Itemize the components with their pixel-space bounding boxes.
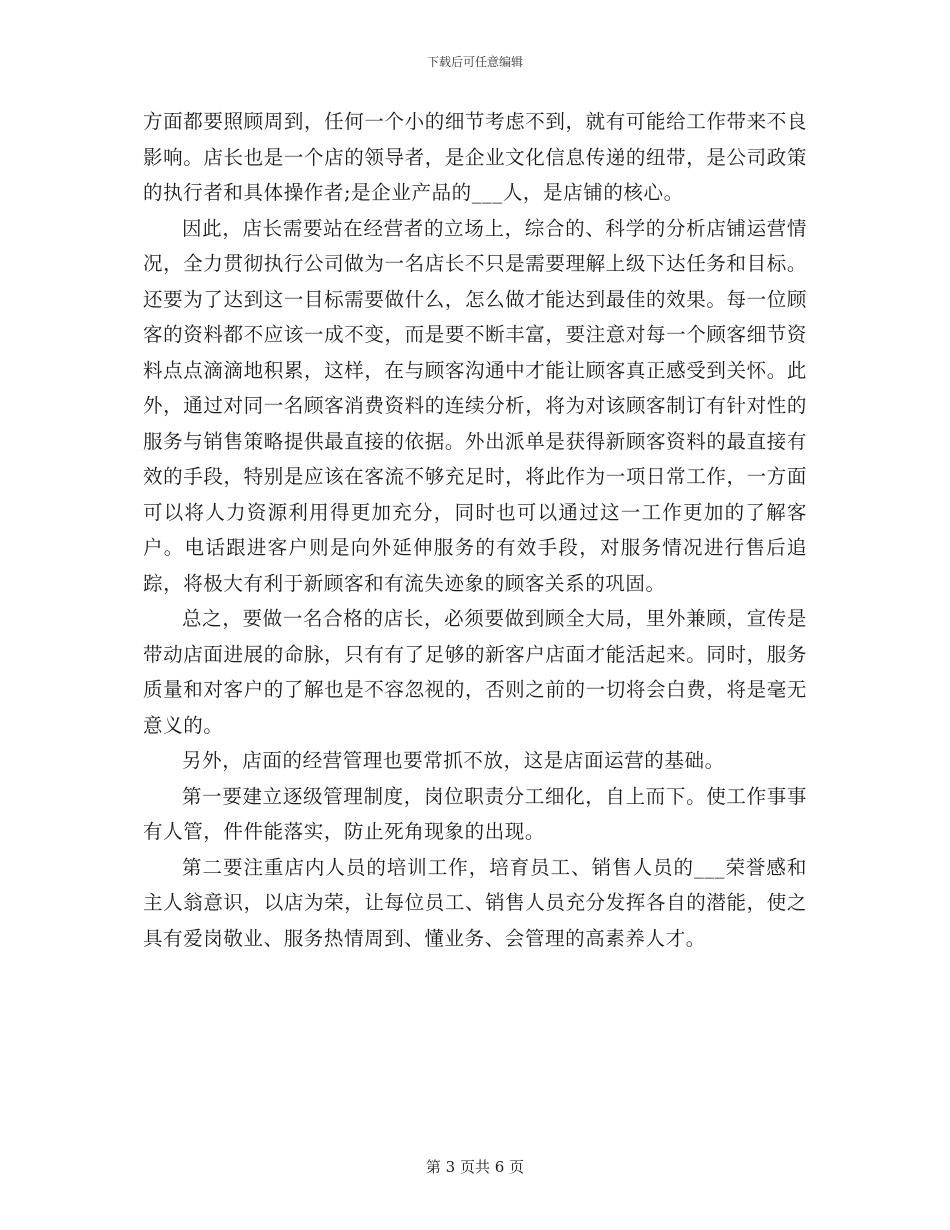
paragraph: 因此，店长需要站在经营者的立场上，综合的、科学的分析店铺运营情况，全力贯彻执行公司做为一名店长不只是需要理解上级下达任务和目标。还要为了达到这一目标需要做什么，怎么做才能达到最佳的效果。每一位顾客的资料都不应该一成不变，而是要不断丰富，要注意对每一个顾客细节资料点点滴滴地积累，这样，在与顾客沟通中才能让顾客真正感受到关怀。此外，通过对同一名顾客消费资料的连续分析，将为对该顾客制订有针对性的服务与销售策略提供最直接的依据。外出派单是获得新顾客资料的最直接有效的手段，特别是应该在客流不够充足时，将此作为一项日常工作，一方面可以将人力资源利用得更加充分，同时也可以通过这一工作更加的了解客户。电话跟进客户则是向外延伸服务的有效手段，对服务情况进行售后追踪，将极大有利于新顾客和有流失迹象的顾客关系的巩固。 — [143, 216, 807, 595]
paragraph: 另外，店面的经营管理也要常抓不放，这是店面运营的基础。 — [182, 749, 725, 772]
document-body — [143, 104, 807, 956]
paragraph: 第二要注重店内人员的培训工作，培育员工、销售人员的___荣誉感和主人翁意识，以店为荣，让每位员工、销售人员充分发挥各自的潜能，使之具有爱岗敬业、服务热情周到、懂业务、会管理的高素养人才。 — [143, 855, 807, 950]
paragraph: 总之，要做一名合格的店长，必须要做到顾全大局，里外兼顾，宣传是带动店面进展的命脉，只有有了足够的新客户店面才能活起来。同时，服务质量和对客户的了解也是不容忽视的，否则之前的一切将会白费，将是毫无意义的。 — [143, 607, 807, 737]
paragraph: 第一要建立逐级管理制度，岗位职责分工细化，自上而下。使工作事事有人管，件件能落实，防止死角现象的出现。 — [143, 784, 807, 843]
page-number: 第 3 页共 6 页 — [425, 1158, 525, 1176]
paragraph-continued: 方面都要照顾周到，任何一个小的细节考虑不到，就有可能给工作带来不良影响。店长也是一个店的领导者，是企业文化信息传递的纽带，是公司政策的执行者和具体操作者;是企业产品的___人，是店铺的核心。 — [143, 110, 807, 204]
page-header-note: 下载后可任意编辑 — [426, 55, 523, 69]
